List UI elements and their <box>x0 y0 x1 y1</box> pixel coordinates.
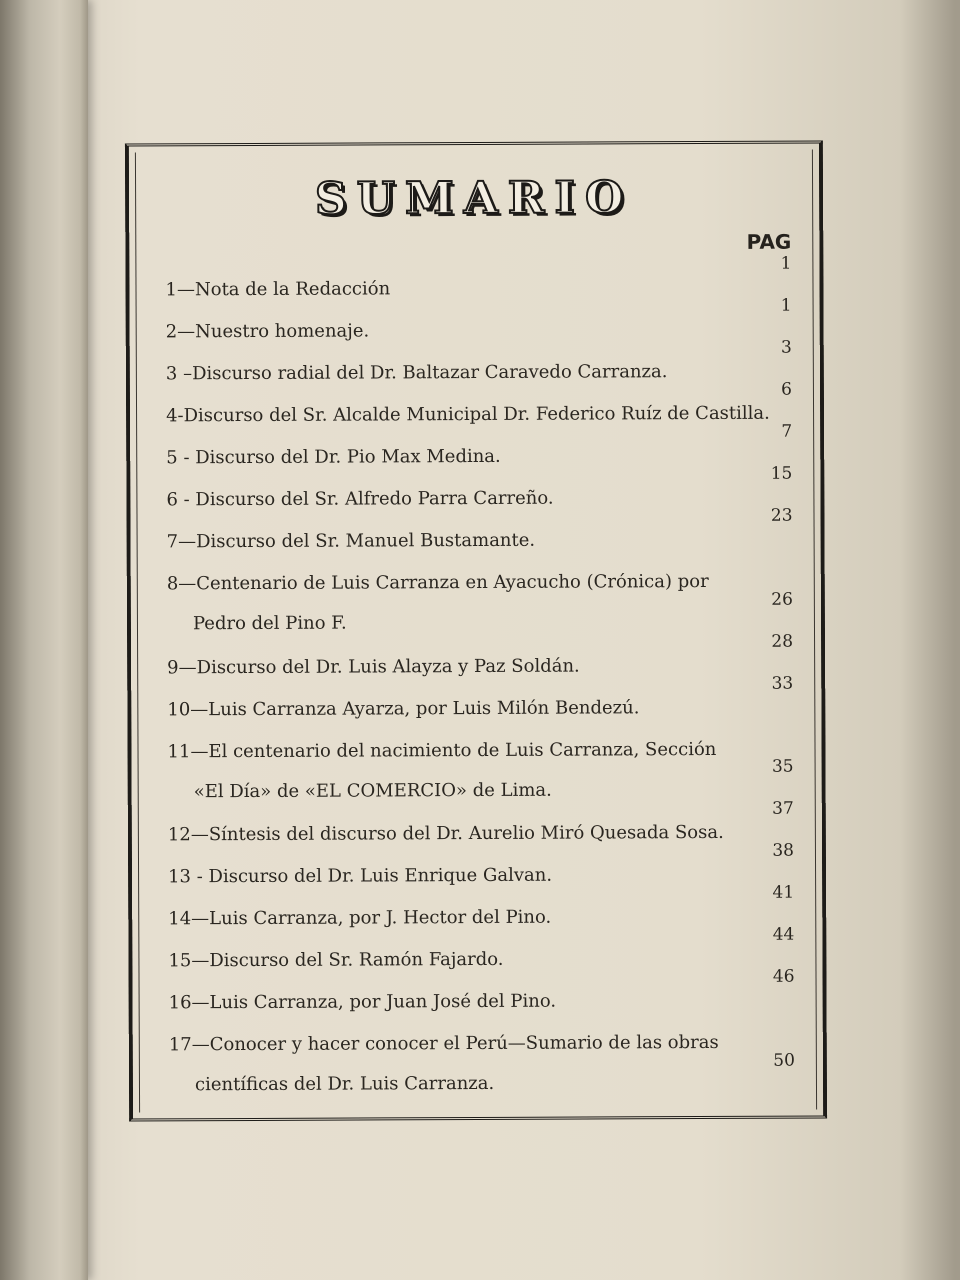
entry-title: 8—Centenario de Luis Carranza en Ayacucho (Crónica) por <box>166 570 709 595</box>
contents-entry <box>165 253 792 312</box>
entry-page-number: 1 <box>780 253 792 274</box>
entry-title-continuation: «El Día» de «EL COMERCIO» de Lima. <box>193 779 552 802</box>
contents-entry <box>167 798 794 857</box>
entry-page-number: 33 <box>771 673 794 694</box>
contents-list <box>129 143 823 1118</box>
entry-page-number: 23 <box>770 505 793 526</box>
contents-entry <box>168 924 795 983</box>
entry-title: 16—Luis Carranza, por Juan José del Pino. <box>168 990 557 1014</box>
entry-title: 7—Discurso del Sr. Manuel Bustamante. <box>166 529 536 553</box>
contents-entry <box>167 631 794 689</box>
page-column-header: PAG <box>746 229 792 254</box>
entry-title: 9—Discurso del Dr. Luis Alayza y Paz Soldán. <box>167 655 580 678</box>
entry-title: 4-Discurso del Sr. Alcalde Municipal Dr. Federico Ruíz de Castilla. <box>166 402 770 427</box>
entry-title: 11—El centenario del nacimiento de Luis Carranza, Sección <box>167 738 717 762</box>
contents-entry <box>167 673 794 731</box>
contents-entry <box>167 562 793 648</box>
contents-entry <box>166 379 792 438</box>
entry-page-number: 15 <box>770 463 793 484</box>
entry-page-number: 50 <box>773 1050 795 1071</box>
entry-page-number: 3 <box>780 337 792 358</box>
contents-entry <box>166 421 793 480</box>
entry-title: 2—Nuestro homenaje. <box>165 320 370 343</box>
entry-page-number: 28 <box>771 631 794 652</box>
entry-title-continuation: Pedro del Pino F. <box>192 612 347 635</box>
entry-page-number: 6 <box>781 379 792 400</box>
contents-entry <box>167 729 793 815</box>
entry-page-number: 44 <box>772 924 795 945</box>
entry-page-number: 41 <box>772 882 795 903</box>
entry-title: 13 - Discurso del Dr. Luis Enrique Galvan. <box>168 864 553 888</box>
contents-entry <box>169 1023 795 1109</box>
page-title: SUMARIO <box>314 172 634 225</box>
entry-page-number: 46 <box>772 966 795 987</box>
entry-page-number: 26 <box>771 589 793 610</box>
entry-title-continuation: científicas del Dr. Luis Carranza. <box>194 1072 495 1096</box>
entry-title: 12—Síntesis del discurso del Dr. Aurelio Miró Quesada Sosa. <box>167 821 724 846</box>
entry-title: 3 –Discurso radial del Dr. Baltazar Caravedo Carranza. <box>165 361 668 385</box>
entry-page-number: 38 <box>772 840 795 861</box>
contents-entry <box>165 295 792 354</box>
book-spine-left-page <box>0 0 88 1280</box>
entry-title: 17—Conocer y hacer conocer el Perú—Sumario de las obras <box>168 1031 719 1056</box>
contents-frame <box>125 140 827 1121</box>
entry-title: 6 - Discurso del Sr. Alfredo Parra Carreño. <box>166 487 554 511</box>
entry-title: 15—Discurso del Sr. Ramón Fajardo. <box>168 948 504 972</box>
contents-entry <box>166 505 793 564</box>
contents-entry <box>168 966 795 1025</box>
entry-title: 5 - Discurso del Dr. Pio Max Medina. <box>166 445 501 469</box>
contents-entry <box>166 463 793 522</box>
contents-entry <box>168 840 795 899</box>
entry-page-number: 37 <box>772 798 794 819</box>
entry-title: 1—Nota de la Redacción <box>165 278 391 301</box>
contents-entry <box>168 882 795 941</box>
contents-entry <box>165 337 792 396</box>
entry-title: 10—Luis Carranza Ayarza, por Luis Milón Bendezú. <box>167 696 640 720</box>
entry-page-number: 7 <box>781 421 793 442</box>
entry-page-number: 35 <box>771 756 794 777</box>
entry-title: 14—Luis Carranza, por J. Hector del Pino. <box>168 906 552 930</box>
entry-page-number: 1 <box>780 295 792 316</box>
